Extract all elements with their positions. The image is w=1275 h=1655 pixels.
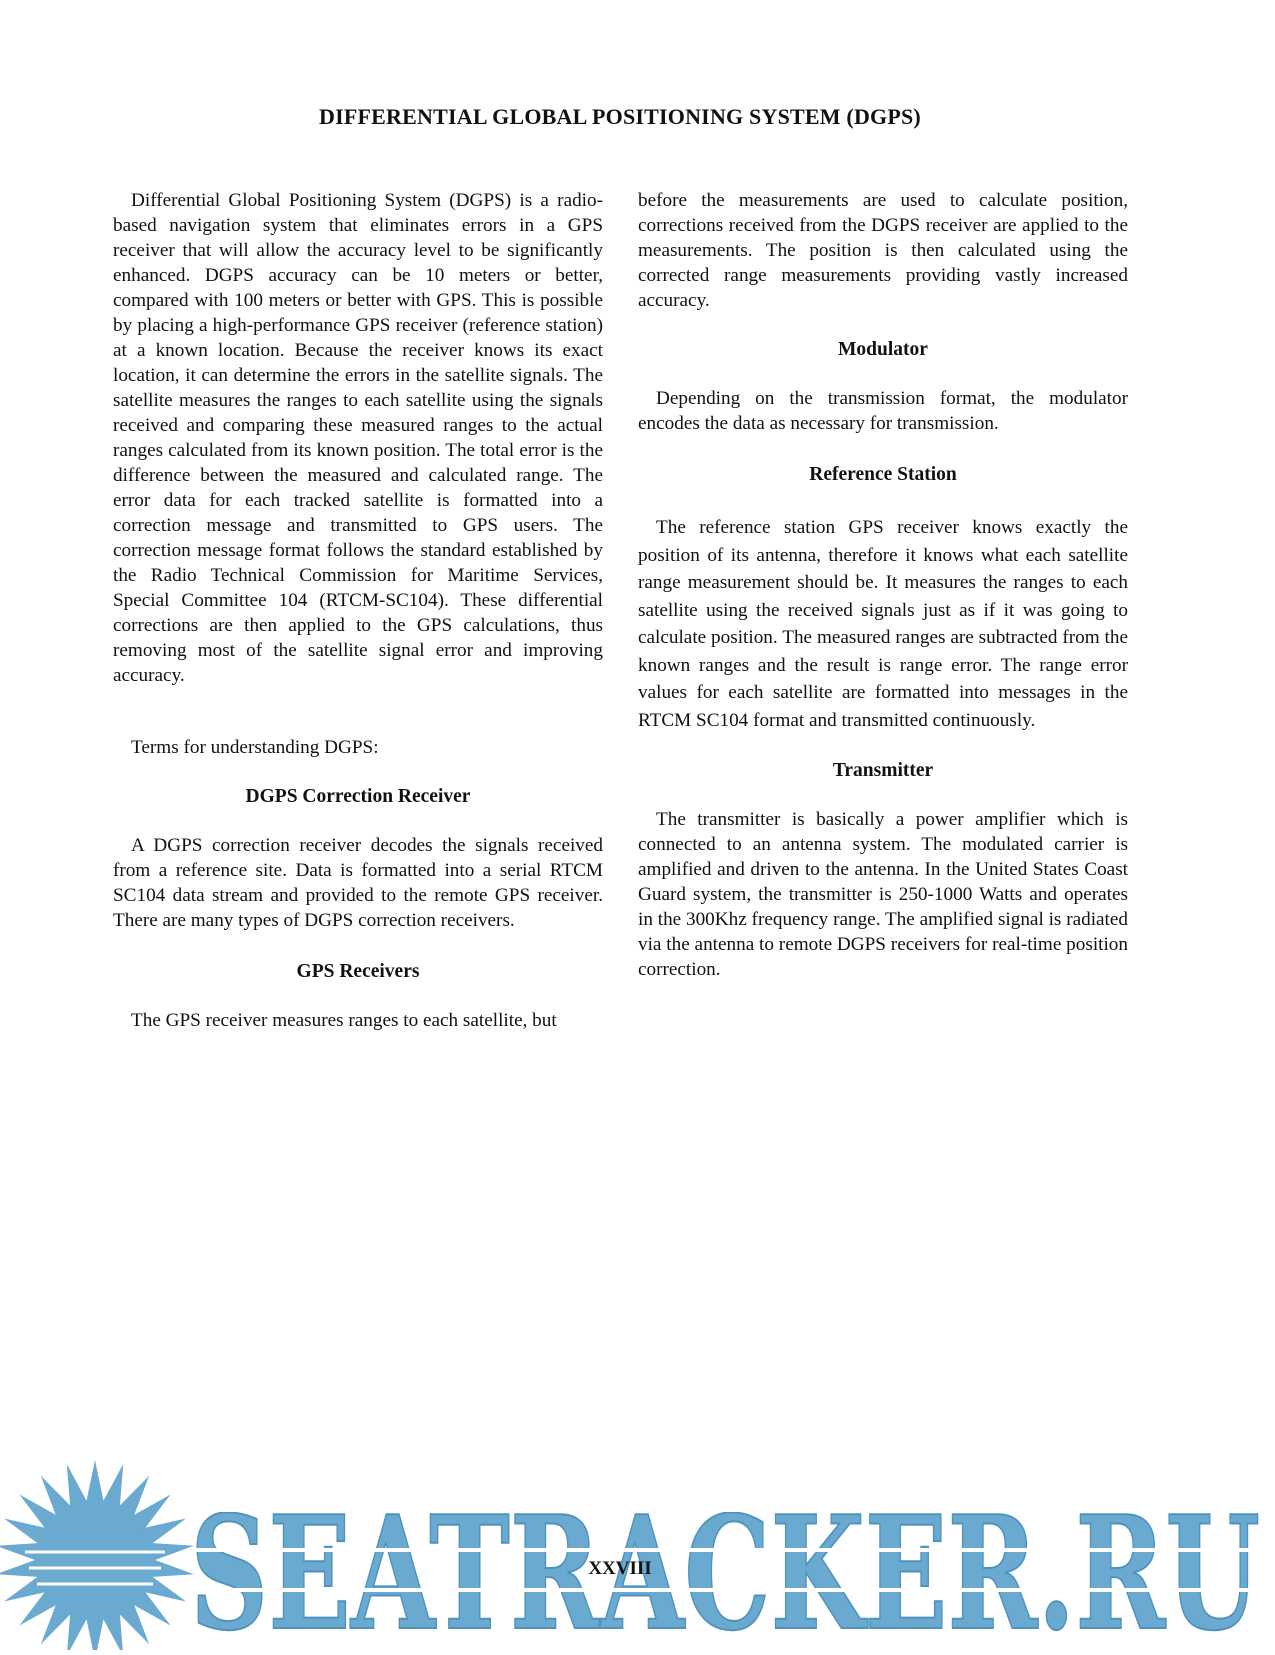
watermark (0, 1450, 1275, 1650)
reference-station-paragraph: The reference station GPS receiver knows exactly the position of its antenna, therefore it knows what each satellite range measurement should be. It measures the ranges to each satellite using the received signals just as if it was going to calculate position. The measured ranges are subtracted from the known ranges and the result is range error. The range error values for each satellite are formatted into messages in the RTCM SC104 format and transmitted continuously. (638, 517, 1128, 731)
heading-reference-station: Reference Station (809, 464, 957, 485)
page-title: DIFFERENTIAL GLOBAL POSITIONING SYSTEM (DGPS) (319, 104, 921, 129)
watermark-graphic (0, 1450, 1275, 1650)
modulator-paragraph: Depending on the transmission format, the modulator encodes the data as necessary for transmission. (638, 388, 1128, 434)
left-column (113, 188, 603, 1033)
heading-dgps-correction-receiver: DGPS Correction Receiver (245, 786, 471, 807)
sun-icon (0, 1460, 194, 1650)
transmitter-paragraph: The transmitter is basically a power amplifier which is connected to an antenna system. The modulated carrier is amplified and driven to the antenna. In the United States Coast Guard system, the transmitter is 250-1000 Watts and operates in the 300Khz frequency range. The amplified signal is radiated via the antenna to remote DGPS receivers for real-time position correction. (638, 809, 1128, 980)
heading-gps-receivers: GPS Receivers (296, 961, 420, 982)
right-column (638, 188, 1128, 982)
gps-receivers-paragraph: The GPS receiver measures ranges to each satellite, but (131, 1010, 557, 1031)
heading-modulator: Modulator (838, 339, 928, 360)
dgps-receiver-paragraph: A DGPS correction receiver decodes the signals received from a reference site. Data is formatted into a serial RTCM SC104 data stream and provided to the remote GPS receiver. There are many types of DGPS correction receivers. (113, 835, 603, 931)
terms-intro: Terms for understanding DGPS: (131, 737, 379, 758)
watermark-text: SEATRACKER.RU (190, 1482, 1260, 1650)
intro-paragraph: Differential Global Positioning System (DGPS) is a radio-based navigation system that eliminates errors in a GPS receiver that will allow the accuracy level to be significantly enhanced. DGPS accuracy can be 10 meters or better, compared with 100 meters or better with GPS. This is possible by placing a high-performance GPS receiver (reference station) at a known location. Because the receiver knows its exact location, it can determine the errors in the satellite signals. The satellite measures the ranges to each satellite using the signals received and comparing these measured ranges to the actual ranges calculated from its known position. The total error is the difference between the measured and calculated range. The error data for each tracked satellite is formatted into a correction message and transmitted to GPS users. The correction message format follows the standard established by the Radio Technical Commission for Maritime Services, Special Committee 104 (RTCM-SC104). These differential corrections are then applied to the GPS calculations, thus removing most of the satellite signal error and improving accuracy. (113, 190, 603, 686)
page-number: XXVIII (588, 1558, 652, 1579)
heading-transmitter: Transmitter (832, 760, 934, 781)
gps-receivers-continued: before the measurements are used to calculate position, corrections received from the DGPS receiver are applied to the measurements. The position is then calculated using the corrected range measurements providing vastly increased accuracy. (638, 190, 1128, 311)
